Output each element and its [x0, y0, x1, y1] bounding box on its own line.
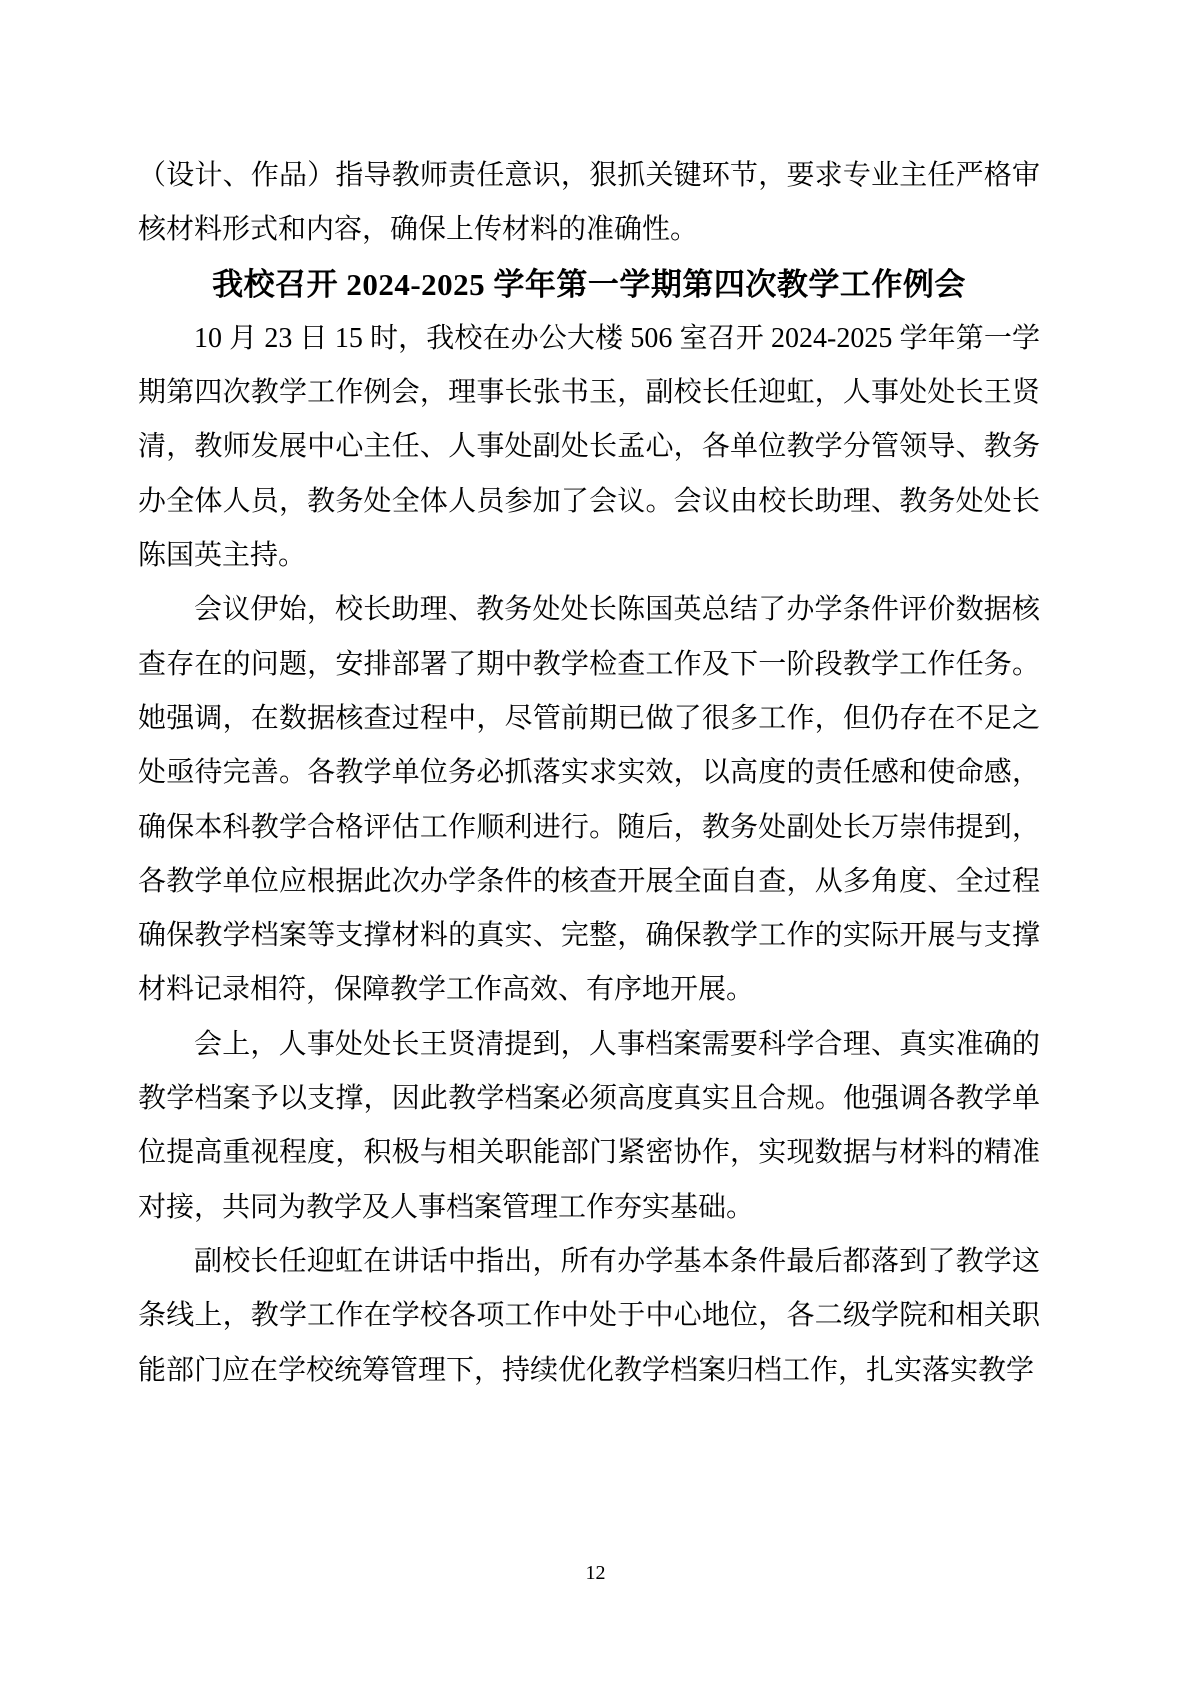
paragraph-meeting-start: 会议伊始，校长助理、教务处处长陈国英总结了办学条件评价数据核查存在的问题，安排部署了期中教学检查工作及下一阶段教学工作任务。她强调，在数据核查过程中，尽管前期已做了很多工作，但仍存在不足之处亟待完善。各教学单位务必抓落实求实效，以高度的责任感和使命感，确保本科教学合格评估工作顺利进行。随后，教务处副处长万崇伟提到，各教学单位应根据此次办学条件的核查开展全面自查，从多角度、全过程确保教学档案等支撑材料的真实、完整，确保教学工作的实际开展与支撑材料记录相符，保障教学工作高效、有序地开展。 [138, 594, 1040, 1006]
paragraph-meeting-overview: 10 月 23 日 15 时，我校在办公大楼 506 室召开 2024-2025 学年第一学期第四次教学工作例会，理事长张书玉，副校长任迎虹，人事处处长王贤清，教师发展中心主任、人事处副处长孟心，各单位教学分管领导、教务办全体人员，教务处全体人员参加了会议。会议由校长助理、教务处处长陈国英主持。 [138, 322, 1040, 572]
paragraph-continuation: （设计、作品）指导教师责任意识，狠抓关键环节，要求专业主任严格审核材料形式和内容，确保上传材料的准确性。 [138, 160, 1040, 246]
document-body [138, 149, 1040, 1398]
page-number: 12 [585, 1562, 606, 1584]
paragraph-hr-director-remarks: 会上，人事处处长王贤清提到，人事档案需要科学合理、真实准确的教学档案予以支撑，因此教学档案必须高度真实且合规。他强调各教学单位提高重视程度，积极与相关职能部门紧密协作，实现数据与材料的精准对接，共同为教学及人事档案管理工作夯实基础。 [138, 1028, 1040, 1223]
section-heading: 我校召开 2024-2025 学年第一学期第四次教学工作例会 [212, 266, 966, 302]
paragraph-vice-president-remarks: 副校长任迎虹在讲话中指出，所有办学基本条件最后都落到了教学这条线上，教学工作在学校各项工作中处于中心地位，各二级学院和相关职能部门应在学校统筹管理下，持续优化教学档案归档工作，扎实落实教学 [138, 1245, 1040, 1386]
